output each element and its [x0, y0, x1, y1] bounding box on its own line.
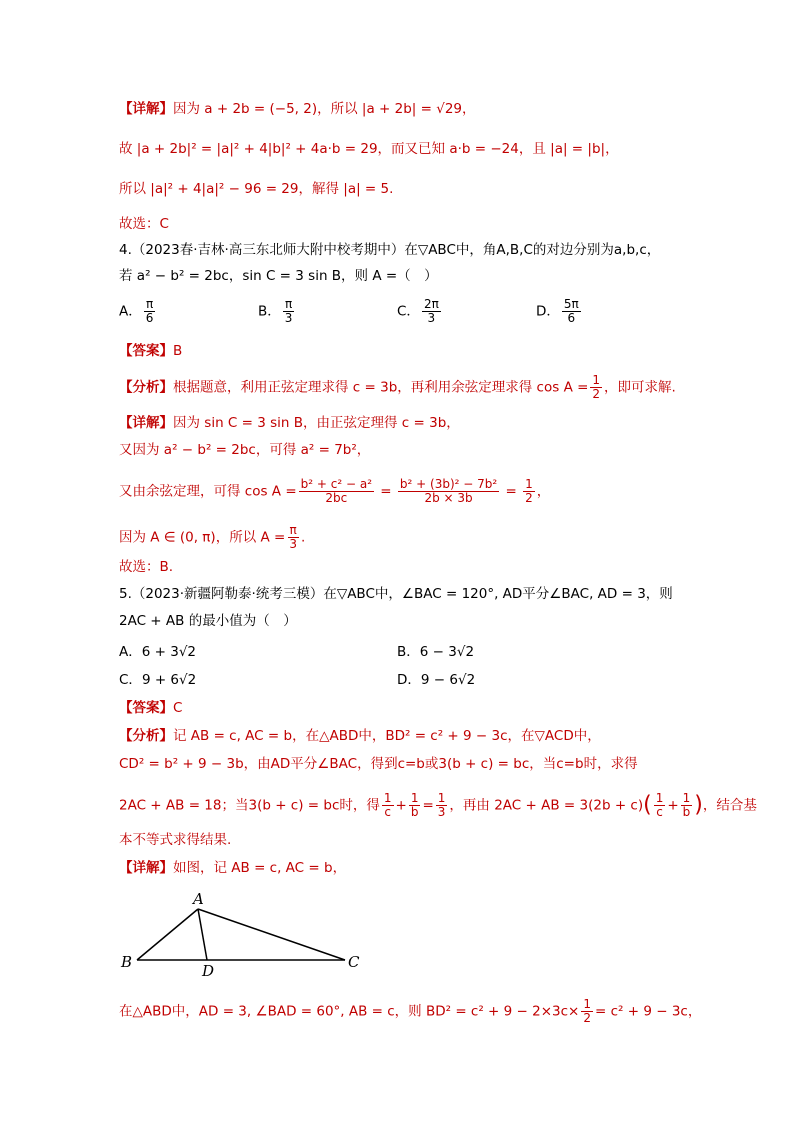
frac-num: 1	[583, 997, 592, 1011]
q5-analysis-line3: 2AC + AB = 18；当3(b + c) = bc时，得 $\frac{1}{c}$ + $\frac{1}{b}$ = $\frac{1}{3}$ ，再由 2AC + AB = 3(2b + c)( $\frac{1}{c}$ + $\frac{1}{b}$ )，结合基	[119, 791, 757, 819]
segment-ac	[198, 909, 345, 960]
option-text: 6 + 3√2	[141, 644, 197, 660]
q4-answer	[119, 342, 182, 360]
option-label: A．	[119, 303, 142, 320]
q3-detail-text1: 因为 a + 2b = (−5, 2)，所以 |a + 2b| = √29，	[173, 101, 476, 117]
detail-text: 如图，记 AB = c, AC = b，	[173, 860, 347, 876]
option-num: π	[284, 297, 293, 311]
analysis-text: ，再由 2AC + AB = 3(2b + c)	[449, 797, 644, 814]
answer-value: B	[173, 343, 183, 359]
detail-tag: 【详解】	[119, 101, 173, 117]
q4-detail-line4: 因为 A ∈ (0, π)，所以 A = $\frac{\pi}{3}$ .	[119, 523, 306, 551]
q4-choice: 故选：B.	[119, 559, 174, 575]
option-num: π	[145, 297, 154, 311]
analysis-text: 记 AB = c, AC = b，在△ABD中，BD² = c² + 9 − 3c，在▽ACD中，	[173, 728, 601, 744]
option-label: B．	[397, 644, 420, 660]
frac-num: π	[289, 523, 297, 537]
q3-detail-line3: 所以 |a|² + 4|a|² − 96 = 29，解得 |a| = 5.	[119, 181, 394, 197]
q4-stem-line1: 4.（2023春·吉林·高三东北师大附中校考期中）在▽ABC中，角A,B,C的对边分别为a,b,c，	[119, 242, 661, 258]
detail-text: 因为 sin C = 3 sin B，由正弦定理得 c = 3b，	[173, 415, 460, 431]
q4-stem-line2: 若 a² − b² = 2bc，sin C = 3 sin B，则 A =（ ）	[119, 268, 438, 284]
option-den: 3	[427, 311, 436, 325]
frac-num: b² + c² − a²	[300, 477, 373, 491]
frac-den: 2b × 3b	[424, 491, 473, 505]
frac-den: 2	[592, 387, 601, 401]
analysis-text-end: ，即可求解.	[604, 379, 676, 396]
segment-ab	[137, 909, 198, 960]
option-label: A．	[119, 644, 142, 660]
detail-tag: 【详解】	[119, 860, 173, 876]
q5-analysis-line2: CD² = b² + 9 − 3b，由AD平分∠BAC，得到c=b或3(b + c) = bc，当c=b时，求得	[119, 756, 638, 772]
q5-option-d	[397, 671, 475, 689]
q4-detail-line3: 又由余弦定理，可得 cos A = $\frac{\text{b² + c² − a²}}{2bc}$ = $\frac{\text{b² + (3b)² − 7b²}}{2b \times 3b}$ = $\frac{1}{2}$ ，	[119, 477, 551, 505]
option-label: D．	[536, 303, 560, 320]
q5-option-c	[119, 671, 196, 689]
vertex-label-a: A	[193, 890, 204, 908]
detail-tag: 【详解】	[119, 415, 173, 431]
option-den: 3	[284, 311, 293, 325]
analysis-tag: 【分析】	[119, 728, 173, 744]
detail-text: 在△ABD中，AD = 3, ∠BAD = 60°, AB = c，则 BD² = c² + 9 − 2×3c×	[119, 1003, 580, 1020]
frac-den: 2	[525, 491, 533, 505]
vertex-label-d: D	[202, 962, 215, 980]
analysis-tag: 【分析】	[119, 379, 173, 396]
analysis-text: 2AC + AB = 18；当3(b + c) = bc时，得	[119, 797, 380, 814]
option-den: 6	[145, 311, 154, 325]
analysis-text: 根据题意，利用正弦定理求得 c = 3b，再利用余弦定理求得 cos A =	[173, 379, 589, 396]
q5-analysis-line1	[119, 727, 601, 745]
q5-detail-line2	[119, 998, 701, 1025]
answer-tag: 【答案】	[119, 343, 173, 359]
frac-num: 1	[592, 373, 601, 387]
q4-option-d	[536, 298, 583, 325]
q5-option-a	[119, 643, 196, 661]
q4-option-a	[119, 298, 157, 325]
option-num: 2π	[423, 297, 439, 311]
q5-detail-line1	[119, 859, 346, 877]
q4-option-b	[258, 298, 296, 325]
option-label: D．	[397, 672, 421, 688]
frac-den: 2	[583, 1011, 592, 1025]
q5-stem-line2: 2AC + AB 的最小值为（ ）	[119, 613, 297, 629]
q4-analysis	[119, 374, 676, 401]
option-den: 6	[567, 311, 576, 325]
frac-den: 3	[289, 537, 297, 551]
option-num: 5π	[563, 297, 579, 311]
analysis-text: ，结合基	[702, 797, 757, 814]
answer-tag: 【答案】	[119, 700, 173, 716]
option-text: 6 − 3√2	[419, 644, 475, 660]
detail-text: 因为 A ∈ (0, π)，所以 A =	[119, 529, 286, 546]
segment-ad	[198, 909, 207, 960]
option-label: C．	[119, 672, 142, 688]
q3-detail-line1	[119, 100, 476, 118]
frac-num: b² + (3b)² − 7b²	[399, 477, 498, 491]
option-label: C．	[397, 303, 420, 320]
vertex-label-c: C	[348, 953, 360, 971]
q4-detail-line1	[119, 414, 460, 432]
q3-choice: 故选：C	[119, 216, 169, 232]
vertex-label-b: B	[121, 953, 133, 971]
option-label: B．	[258, 303, 281, 320]
detail-text: = c² + 9 − 3c，	[595, 1003, 702, 1020]
option-text: 9 − 6√2	[420, 672, 476, 688]
frac-den: 2bc	[325, 491, 348, 505]
q5-analysis-line4: 本不等式求得结果.	[119, 832, 232, 848]
q4-detail-line2: 又因为 a² − b² = 2bc，可得 a² = 7b²，	[119, 442, 371, 458]
q4-option-c	[397, 298, 443, 325]
answer-value: C	[173, 700, 183, 716]
q3-detail-line2: 故 |a + 2b|² = |a|² + 4|b|² + 4a·b = 29，而又已知 a·b = −24，且 |a| = |b|，	[119, 141, 619, 157]
detail-text: 又由余弦定理，可得 cos A =	[119, 483, 297, 500]
q5-stem-line1: 5.（2023·新疆阿勒泰·统考三模）在▽ABC中，∠BAC = 120°, AD平分∠BAC, AD = 3，则	[119, 586, 673, 602]
q5-answer	[119, 699, 182, 717]
option-text: 9 + 6√2	[141, 672, 197, 688]
q5-option-b	[397, 643, 474, 661]
triangle-figure	[115, 885, 375, 980]
frac-num: 1	[525, 477, 533, 491]
